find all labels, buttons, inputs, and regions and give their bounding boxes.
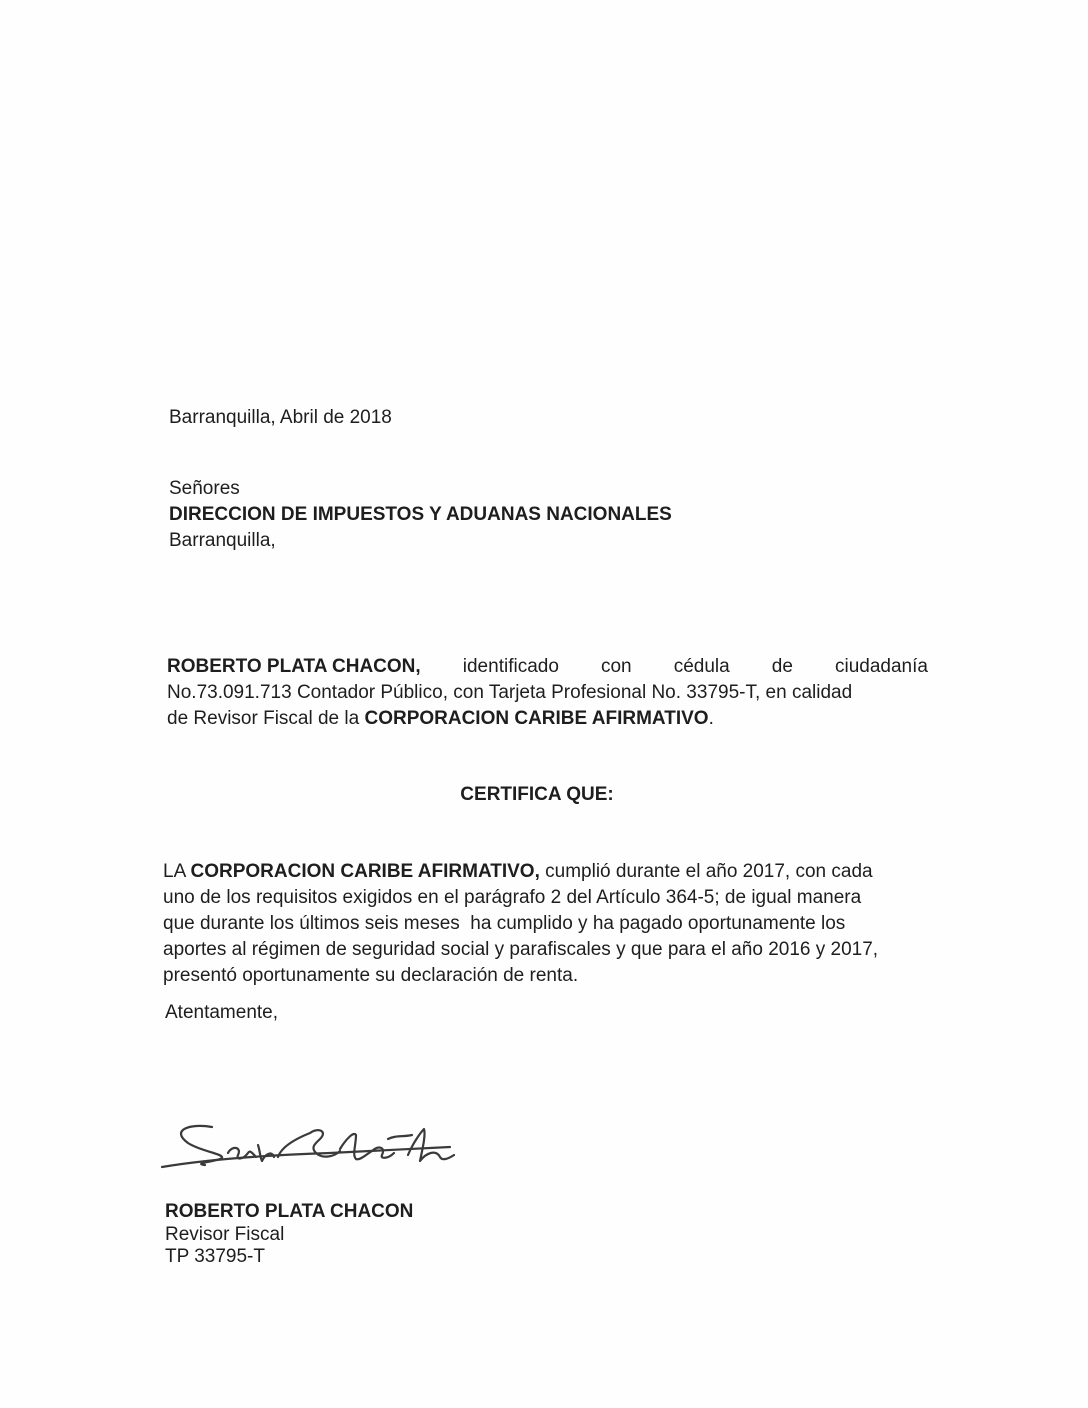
recipient-name: DIRECCION DE IMPUESTOS Y ADUANAS NACIONALES [169, 504, 672, 525]
certification-heading-text: CERTIFICA QUE: [460, 784, 614, 805]
intro-line-3-suffix: . [708, 708, 714, 729]
intro-word: cédula [673, 656, 730, 677]
signer-name: ROBERTO PLATA CHACON [165, 1201, 414, 1222]
body-line-3: que durante los últimos seis meses ha cumplido y ha pagado oportunamente los [163, 913, 846, 934]
intro-word: con [600, 656, 632, 677]
certification-heading [0, 782, 1088, 808]
handwritten-signature [150, 1105, 480, 1185]
body-line-1 [163, 859, 938, 885]
body-line-2: uno de los requisitos exigidos en el parágrafo 2 del Artículo 364-5; de igual manera [163, 887, 862, 908]
greeting: Señores [169, 478, 240, 499]
organization-name: CORPORACION CARIBE AFIRMATIVO [364, 708, 709, 729]
intro-word: ciudadanía [834, 656, 928, 677]
recipient-city: Barranquilla, [169, 530, 276, 551]
body-line-4: aportes al régimen de seguridad social y parafiscales y que para el año 2016 y 2017, [163, 939, 879, 960]
closing: Atentamente, [165, 1002, 279, 1023]
intro-line-2: No.73.091.713 Contador Público, con Tarjeta Profesional No. 33795-T, en calidad [167, 682, 853, 703]
intro-word: identificado [462, 656, 559, 677]
signer-license: TP 33795-T [165, 1246, 265, 1267]
certification-body [163, 859, 938, 989]
body-line-1-prefix: LA [163, 861, 191, 882]
body-line-5: presentó oportunamente su declaración de renta. [163, 965, 579, 986]
signer-role: Revisor Fiscal [165, 1224, 285, 1245]
intro-line-1 [167, 654, 928, 680]
body-line-1-suffix: cumplió durante el año 2017, con cada [539, 861, 873, 882]
intro-line-3-prefix: de Revisor Fiscal de la [167, 708, 365, 729]
letter-date: Barranquilla, Abril de 2018 [169, 407, 392, 428]
intro-word: de [771, 656, 793, 677]
intro-line-3 [167, 706, 928, 732]
intro-paragraph [167, 654, 928, 732]
intro-person-name: ROBERTO PLATA CHACON, [167, 656, 421, 677]
body-organization-name: CORPORACION CARIBE AFIRMATIVO, [190, 861, 540, 882]
